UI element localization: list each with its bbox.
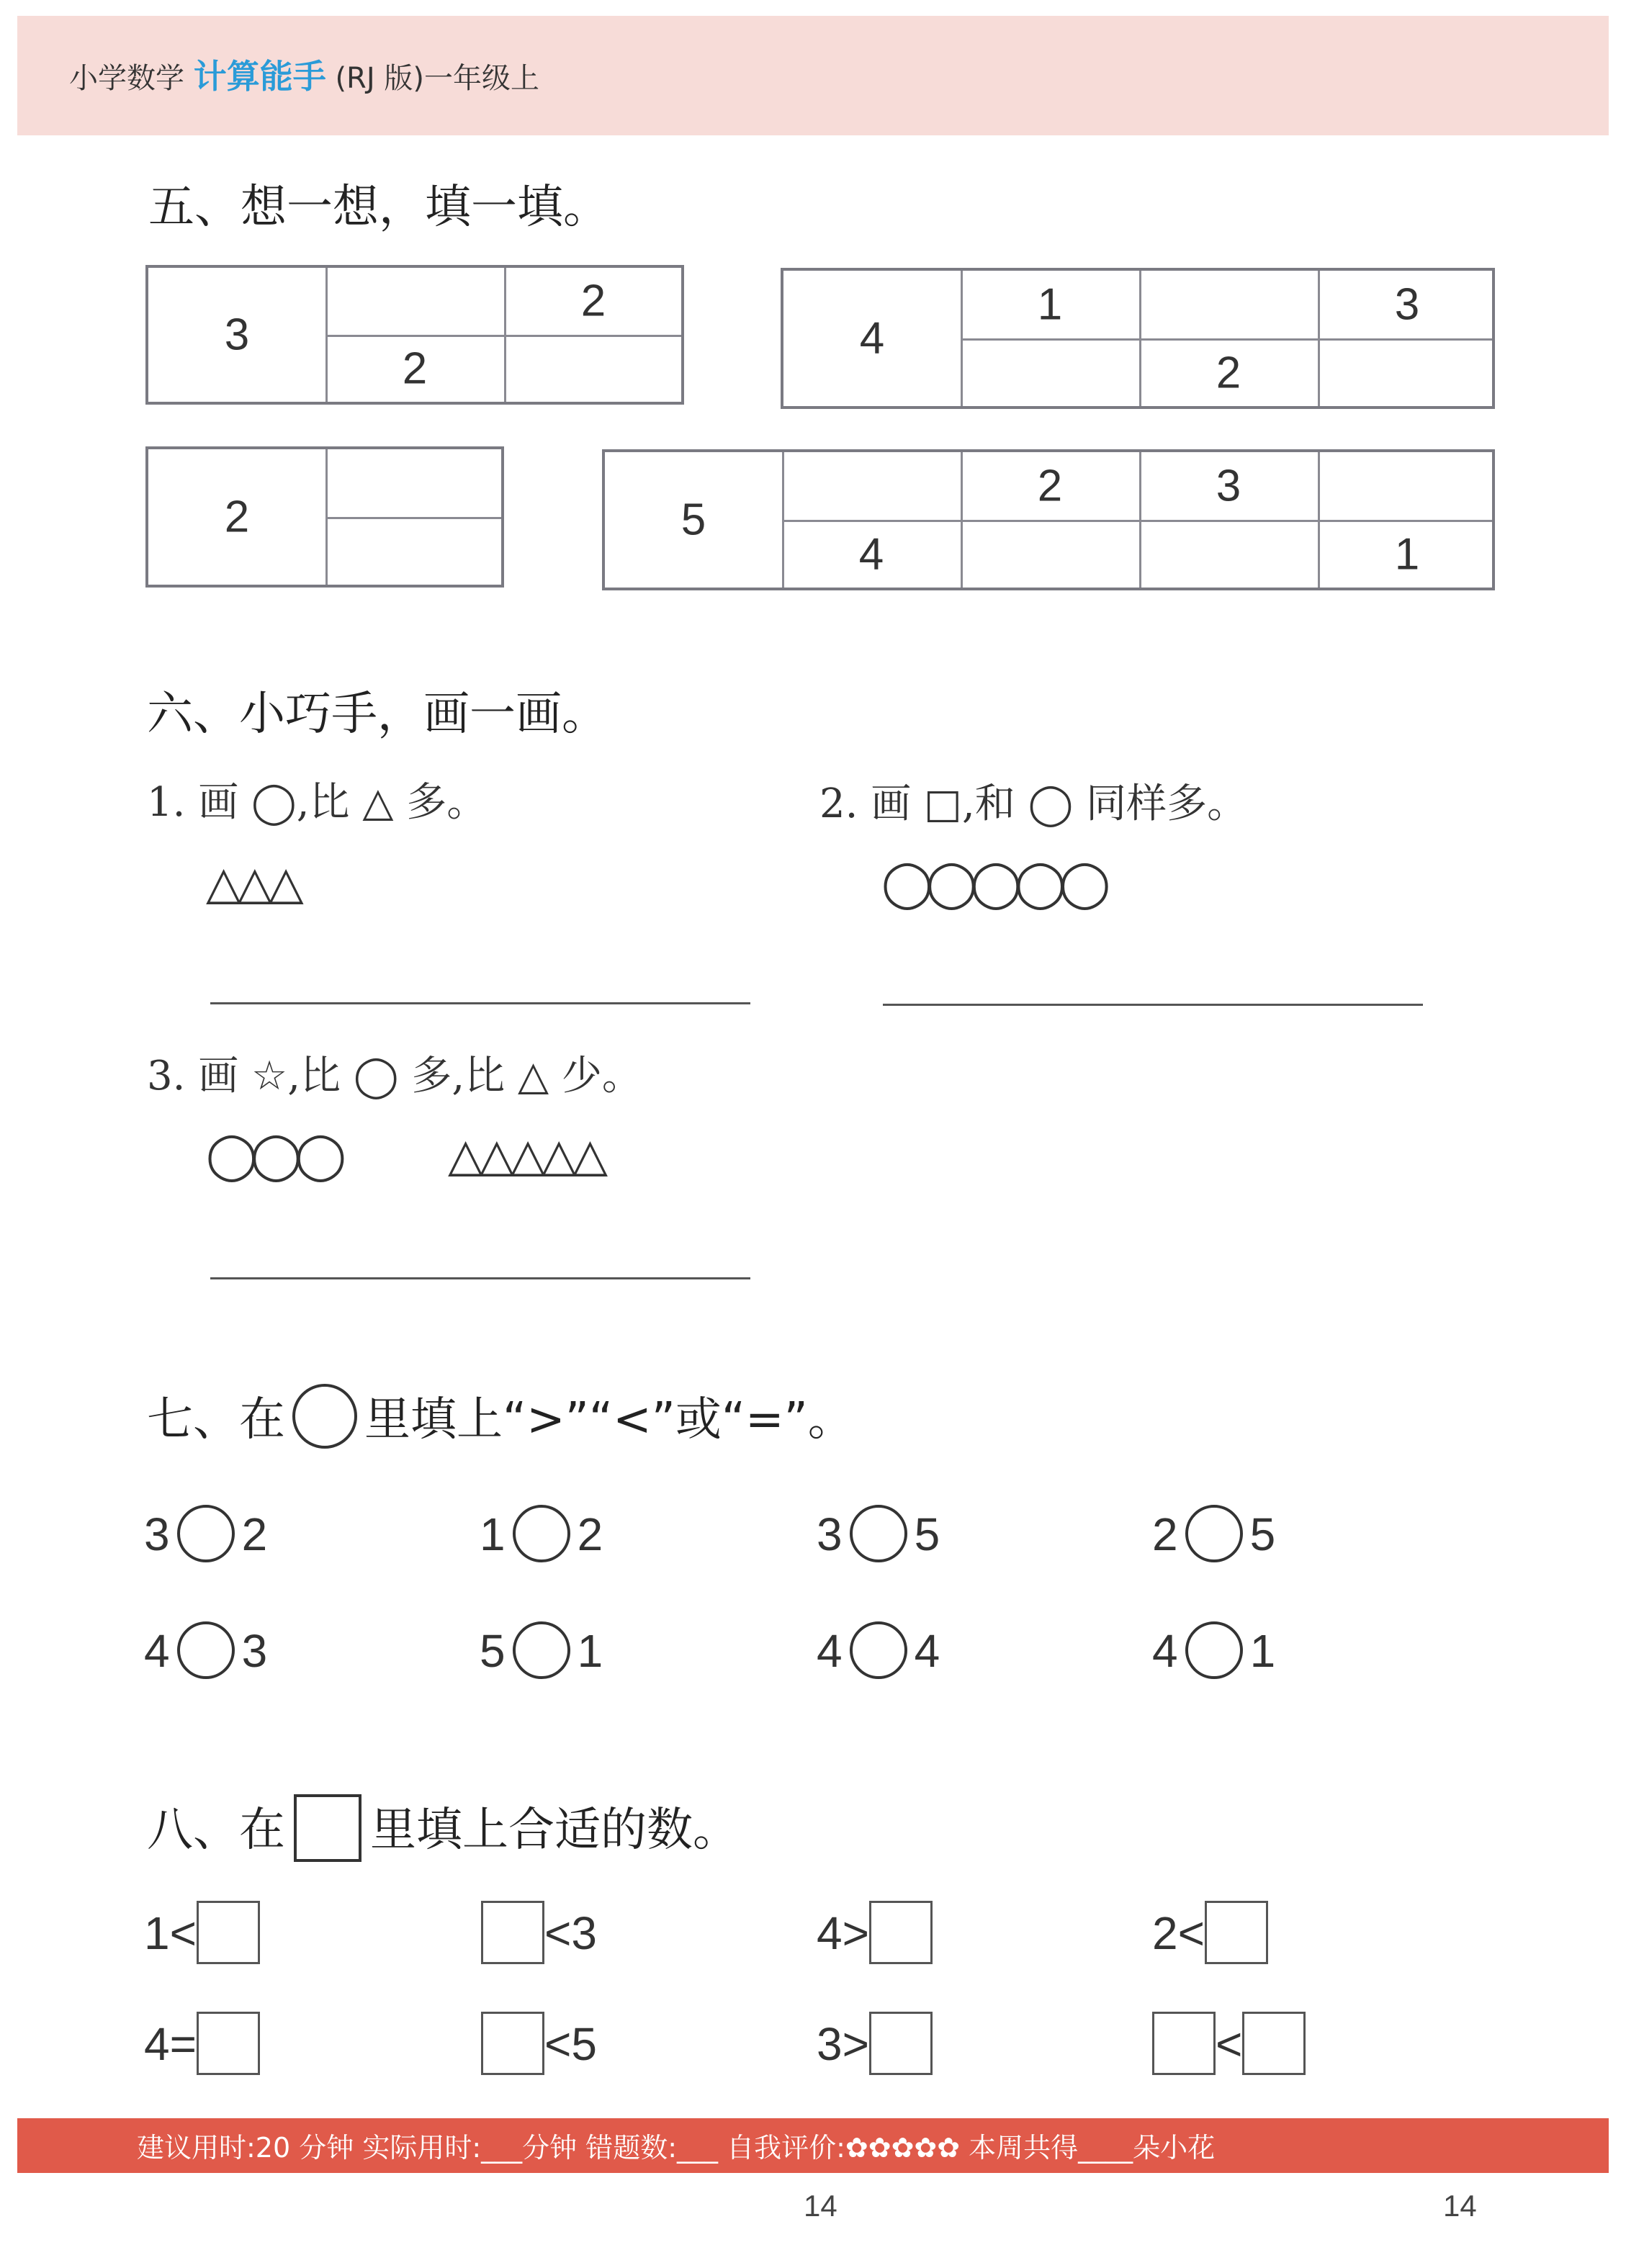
q3-text-end: 少。 [561, 1053, 642, 1099]
fill-text: 1< [144, 1907, 197, 1959]
answer-box[interactable] [869, 1901, 933, 1964]
compare-circle[interactable] [850, 1505, 907, 1562]
compare-item [817, 1624, 940, 1683]
fill-item [817, 2016, 933, 2079]
answer-box[interactable] [1242, 2012, 1306, 2075]
header-title [69, 50, 539, 98]
compare-circle[interactable] [177, 1621, 235, 1679]
answer-box[interactable] [481, 1901, 544, 1964]
question-2 [819, 772, 1247, 829]
box-cell[interactable]: 2 [402, 343, 428, 394]
fill-item [481, 2016, 597, 2079]
fill-item [481, 1905, 597, 1968]
compare-circle[interactable] [1185, 1505, 1243, 1562]
answer-line[interactable] [883, 1004, 1423, 1006]
section7-title-a: 七、在 [147, 1393, 285, 1446]
question-3 [147, 1044, 642, 1102]
compare-right: 1 [1249, 1625, 1276, 1677]
header-brand: 计算能手 [193, 57, 326, 96]
circle-icon: ◯ [353, 1053, 399, 1099]
box-cell[interactable]: 2 [1216, 348, 1241, 398]
compare-circle[interactable] [513, 1505, 570, 1562]
decomposition-box [602, 449, 1495, 590]
box-cell[interactable]: 4 [858, 529, 884, 580]
section5-title: 五、想一想，填一填。 [148, 181, 609, 234]
triangle-row: △△△ [206, 857, 300, 910]
compare-right: 5 [1249, 1508, 1276, 1560]
compare-item [480, 1508, 603, 1567]
fill-item [817, 1905, 933, 1968]
triangle-icon: △ [517, 1053, 549, 1099]
circle-icon: ◯ [1028, 780, 1074, 827]
compare-left: 2 [1152, 1508, 1178, 1560]
answer-box[interactable] [1205, 1901, 1268, 1964]
q3-text: ,比 [287, 1053, 341, 1099]
compare-right: 2 [241, 1508, 268, 1560]
compare-item [817, 1508, 940, 1567]
compare-circle[interactable] [513, 1621, 570, 1679]
page-number: 14 [1443, 2189, 1477, 2223]
answer-box[interactable] [1152, 2012, 1216, 2075]
compare-right: 1 [577, 1625, 603, 1677]
box-cell[interactable]: 2 [1037, 461, 1063, 511]
box-total: 2 [224, 492, 250, 542]
footer-text: 建议用时:20 分钟 实际用时:___分钟 错题数:___ 自我评价:✿✿✿✿✿ 本周共得____朵小花 [137, 2132, 1216, 2164]
q2-text-end: 同样多。 [1086, 780, 1248, 827]
compare-left: 4 [1152, 1625, 1178, 1677]
fill-text: <5 [544, 2017, 597, 2070]
header-suffix: (RJ 版)一年级上 [335, 62, 539, 95]
star-icon: ☆ [251, 1053, 288, 1099]
fill-text: <3 [544, 1907, 597, 1959]
square-icon: □ [924, 780, 962, 827]
box-total: 3 [224, 310, 250, 360]
q2-text: ,和 [961, 780, 1015, 827]
section8-title-b: 里填上合适的数。 [370, 1804, 739, 1857]
compare-item [480, 1624, 603, 1683]
compare-right: 3 [241, 1625, 268, 1677]
section6-title: 六、小巧手，画一画。 [147, 688, 608, 741]
fill-text: < [1216, 2017, 1243, 2070]
circle-icon [292, 1384, 357, 1449]
box-total: 5 [681, 495, 706, 545]
box-cell[interactable]: 3 [1394, 279, 1420, 330]
answer-box[interactable] [481, 2012, 544, 2075]
q3-text-mid: 多,比 [411, 1053, 506, 1099]
compare-item [1152, 1508, 1275, 1567]
fill-text: 2< [1152, 1907, 1205, 1959]
section7-title-b: 里填上“>”“<”或“=”。 [364, 1393, 854, 1446]
compare-left: 1 [480, 1508, 506, 1560]
q2-label: 2. 画 [819, 780, 912, 827]
q1-text-end: 多。 [406, 779, 488, 826]
fill-text: 3> [817, 2017, 869, 2070]
compare-item [1152, 1624, 1275, 1683]
compare-item [144, 1508, 267, 1567]
fill-text: 4> [817, 1907, 869, 1959]
q3-label: 3. 画 [147, 1053, 239, 1099]
compare-right: 4 [914, 1625, 940, 1677]
box-cell[interactable]: 1 [1394, 529, 1420, 580]
answer-box[interactable] [197, 2012, 260, 2075]
compare-left: 4 [817, 1625, 843, 1677]
question-1 [147, 770, 487, 828]
triangle-row: △△△△△ [448, 1129, 604, 1182]
page-number: 14 [804, 2189, 837, 2223]
decomposition-box [781, 268, 1495, 409]
fill-item [1152, 2016, 1306, 2079]
fill-item [1152, 1905, 1268, 1968]
compare-right: 5 [914, 1508, 940, 1560]
box-cell[interactable]: 3 [1216, 461, 1241, 511]
fill-text: 4= [144, 2017, 197, 2070]
answer-line[interactable] [210, 1002, 750, 1004]
answer-box[interactable] [869, 2012, 933, 2075]
answer-line[interactable] [210, 1277, 750, 1279]
compare-right: 2 [577, 1508, 603, 1560]
decomposition-box [145, 446, 504, 588]
square-icon [294, 1794, 361, 1862]
section8-title [147, 1793, 739, 1866]
box-cell[interactable]: 2 [580, 276, 606, 326]
box-cell[interactable]: 1 [1037, 279, 1063, 330]
compare-left: 3 [817, 1508, 843, 1560]
q1-label: 1. 画 [147, 779, 239, 826]
header-prefix: 小学数学 [69, 62, 184, 95]
q1-text: ,比 [296, 779, 350, 826]
compare-circle[interactable] [850, 1621, 907, 1679]
circle-row: ◯◯◯◯◯ [881, 857, 1104, 910]
decomposition-box [145, 265, 684, 405]
answer-box[interactable] [197, 1901, 260, 1964]
box-total: 4 [859, 313, 885, 364]
compare-circle[interactable] [1185, 1621, 1243, 1679]
compare-left: 5 [480, 1625, 506, 1677]
compare-circle[interactable] [177, 1505, 235, 1562]
fill-item [144, 1905, 260, 1968]
compare-item [144, 1624, 267, 1683]
section7-title [147, 1382, 854, 1454]
circle-icon: ◯ [251, 779, 297, 826]
section8-title-a: 八、在 [147, 1804, 285, 1857]
triangle-icon: △ [362, 779, 394, 826]
circle-row: ◯◯◯ [206, 1129, 339, 1182]
compare-left: 3 [144, 1508, 170, 1560]
compare-left: 4 [144, 1625, 170, 1677]
fill-item [144, 2016, 260, 2079]
